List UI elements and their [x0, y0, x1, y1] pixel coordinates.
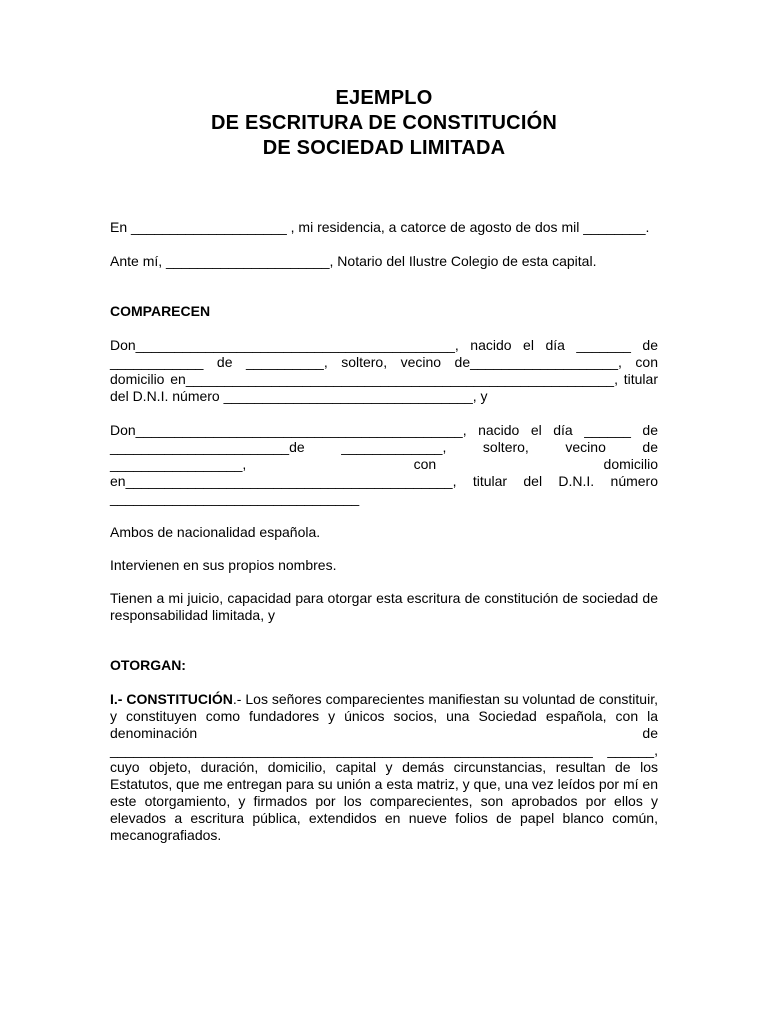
intro-paragraph-notary: Ante mí, _____________________, Notario del Ilustre Colegio de esta capital. [110, 253, 597, 269]
section-heading-otorgan: OTORGAN: [110, 657, 186, 673]
capacity-own-names: Intervienen en sus propios nombres. [110, 557, 337, 573]
document-title [110, 86, 658, 161]
appearing-party-1: Don_________________________________________, nacido el día _______ de ____________ de __________, soltero, vecino de___________________, con domicilio en_______________________________________________________, titular del D.N.I. número ________________________________, y [110, 337, 658, 404]
appearing-party-2: Don__________________________________________, nacido el día ______ de _______________________de _____________, soltero, vecino de _________________, con domicilio en__________________________________________, titular del D.N.I. número ________________________________ [110, 422, 658, 506]
clause-constitucion-text: .- Los señores comparecientes manifiestan su voluntad de constituir, y constituyen como fundadores y únicos socios, una Sociedad española, con la denominación de ______________________________________________________________ ______, cuyo objeto, duración, domicilio, capital y demás circunstancias, resultan de los Estatutos, que me entregan para su unión a esta matriz, y que, una vez leídos por mí en este otorgamiento, y firmados por los comparecientes, son aprobados por ellos y elevados a escritura pública, extendidos en nueve folios de papel blanco común, mecanografiados. [110, 691, 658, 843]
title-line-2: DE ESCRITURA DE CONSTITUCIÓN [211, 112, 557, 134]
document-body [110, 219, 658, 844]
intro-paragraph-place-date: En ____________________ , mi residencia, a catorce de agosto de dos mil ________. [110, 219, 650, 235]
title-line-1: EJEMPLO [335, 87, 433, 109]
legal-capacity-statement: Tienen a mi juicio, capacidad para otorgar esta escritura de constitución de sociedad de responsabilidad limitada, y [110, 590, 658, 623]
title-line-3: DE SOCIEDAD LIMITADA [262, 137, 506, 159]
section-heading-comparecen: COMPARECEN [110, 303, 211, 319]
clause-constitucion [110, 691, 658, 844]
nationality-statement: Ambos de nacionalidad española. [110, 524, 321, 540]
clause-constitucion-label: I.- CONSTITUCIÓN [110, 691, 233, 707]
